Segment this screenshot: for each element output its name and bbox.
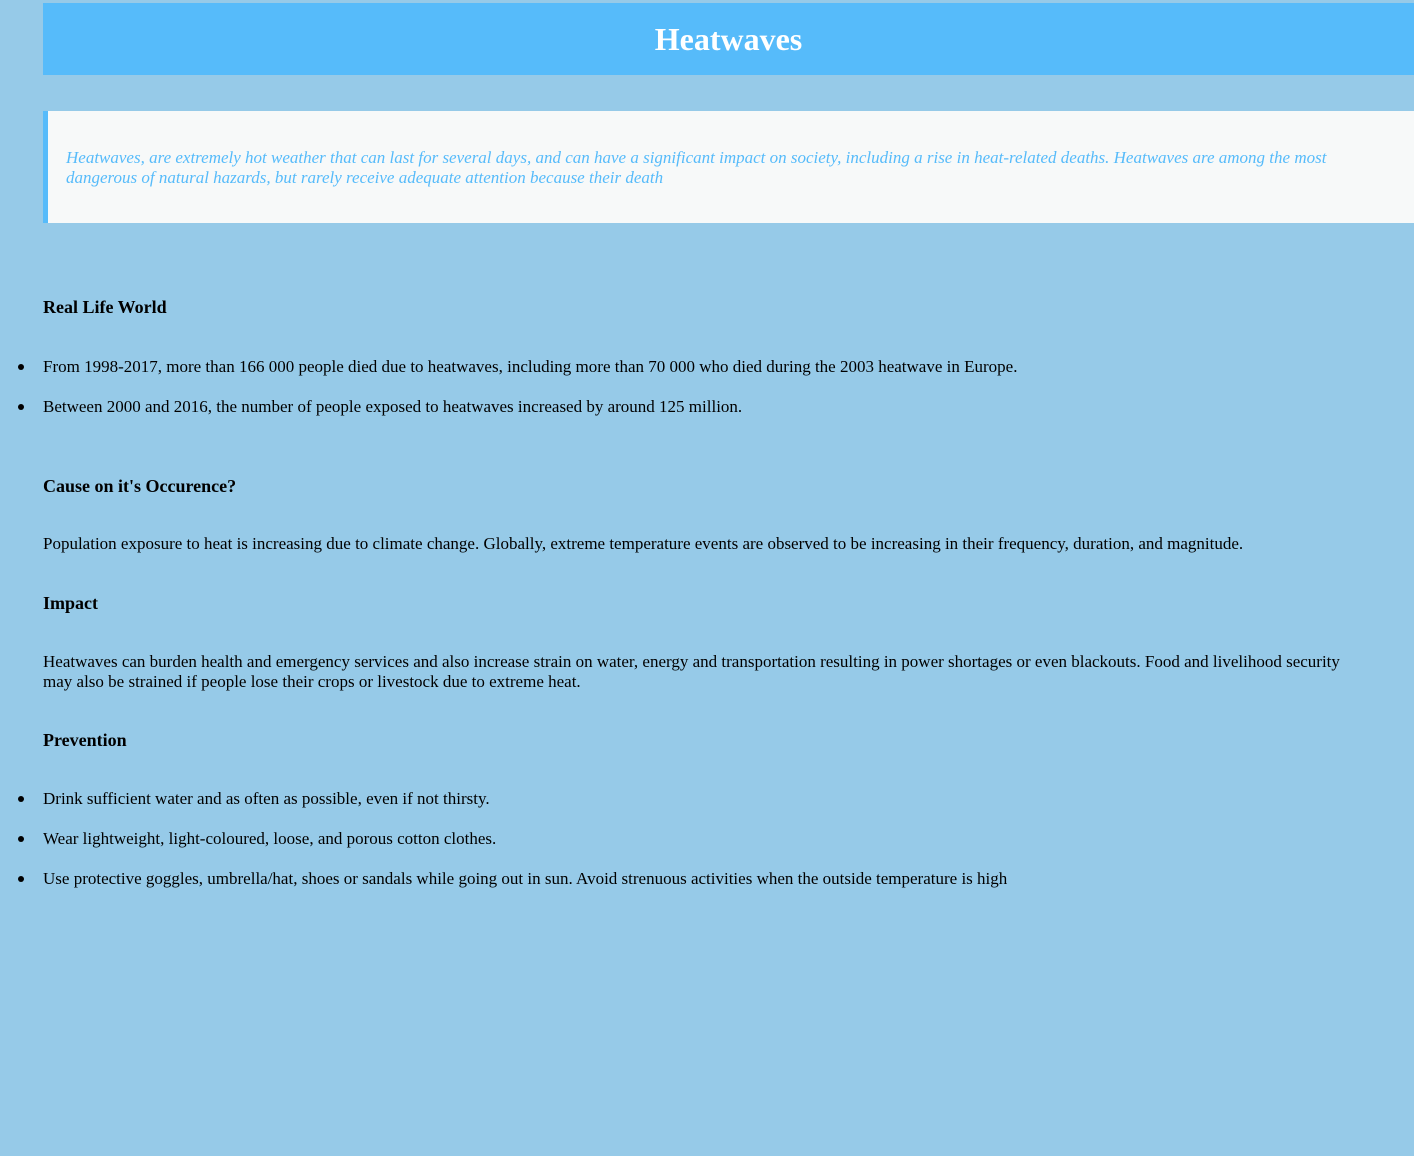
- real-life-list: [43, 357, 1403, 437]
- bullet-icon: [18, 796, 24, 802]
- list-item-text: Between 2000 and 2016, the number of people exposed to heatwaves increased by around 125 million.: [43, 397, 743, 416]
- bullet-icon: [18, 876, 24, 882]
- heading-real-life-world: Real Life World: [43, 297, 167, 317]
- heading-impact: Impact: [43, 593, 98, 613]
- bullet-icon: [18, 836, 24, 842]
- page-title: Heatwaves: [654, 20, 803, 57]
- page-content: [43, 3, 1414, 888]
- list-item: [43, 357, 1403, 377]
- list-item: [43, 869, 1403, 889]
- list-item: [43, 829, 1403, 849]
- bullet-icon: [18, 364, 24, 370]
- list-item-text: Use protective goggles, umbrella/hat, shoes or sandals while going out in sun. Avoid strenuous activities when the outside temperature is high: [43, 869, 1008, 888]
- heading-prevention: Prevention: [43, 730, 127, 750]
- list-item-text: Drink sufficient water and as often as possible, even if not thirsty.: [43, 789, 490, 808]
- list-item: [43, 789, 1403, 809]
- intro-quote: Heatwaves, are extremely hot weather that can last for several days, and can have a significant impact on society, including a rise in heat-related deaths. Heatwaves are among the most dangerous of natural hazards, but rarely receive adequate attention because their death: [43, 111, 1414, 223]
- bullet-icon: [18, 404, 24, 410]
- prevention-list: [43, 789, 1403, 909]
- impact-paragraph: Heatwaves can burden health and emergency services and also increase strain on water, energy and transportation resulting in power shortages or even blackouts. Food and livelihood security may also be strained if people lose their crops or livestock due to extreme heat.: [43, 652, 1340, 691]
- list-item-text: From 1998-2017, more than 166 000 people died due to heatwaves, including more than 70 000 who died during the 2003 heatwave in Europe.: [43, 357, 1018, 376]
- title-banner: [43, 3, 1414, 75]
- list-item: [43, 397, 1403, 417]
- heading-cause: Cause on it's Occurence?: [43, 476, 237, 496]
- cause-paragraph: Population exposure to heat is increasing due to climate change. Globally, extreme temperature events are observed to be increasing in their frequency, duration, and magnitude.: [43, 534, 1244, 553]
- list-item-text: Wear lightweight, light-coloured, loose, and porous cotton clothes.: [43, 829, 497, 848]
